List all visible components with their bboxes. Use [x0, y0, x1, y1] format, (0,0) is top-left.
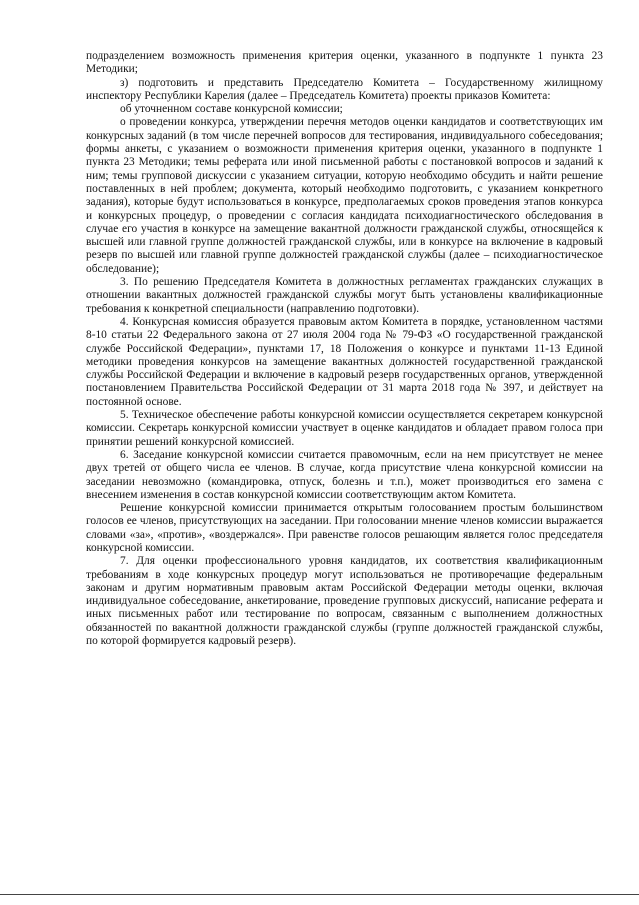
- paragraph: 3. По решению Председателя Комитета в должностных регламентах гражданских служащих в отношении вакантных должностей гражданской службы могут быть установлены квалификационные требования к конкретной специальности (направлению подготовки).: [86, 276, 603, 315]
- paragraph: подразделением возможность применения критерия оценки, указанного в подпункте 1 пункта 23 Методики;: [86, 50, 603, 76]
- document-body: [86, 50, 603, 648]
- paragraph: з) подготовить и представить Председателю Комитета – Государственному жилищному инспектору Республики Карелия (далее – Председатель Комитета) проекты приказов Комитета:: [86, 76, 603, 102]
- paragraph: Решение конкурсной комиссии принимается открытым голосованием простым большинством голосов ее членов, присутствующих на заседании. При голосовании мнение членов комиссии выражается словами «за», «против», «воздержался». При равенстве голосов решающим является голос председателя конкурсной комиссии.: [86, 502, 603, 554]
- paragraph: о проведении конкурса, утверждении перечня методов оценки кандидатов и соответствующих им конкурсных заданий (в том числе перечней вопросов для тестирования, индивидуального собеседования; формы анкеты, с указанием о возможности применения критерия оценки, указанного в подпункте 1 пункта 23 Методики; темы реферата или иной письменной работы с постановкой вопросов и заданий к ним; темы групповой дискуссии с указанием ситуации, которую необходимо обсудить и найти решение поставленных в ней проблем; документа, который необходимо подготовить, с указанием конкретного задания), которые будут использоваться в конкурсе, предполагаемых сроков проведения этапов конкурса и конкурсных процедур, о проведении с согласия кандидата психодиагностического обследования в случае его участия в конкурсе на замещение вакантной должности гражданской службы, относящейся к высшей или главной группе должностей гражданской службы, или в конкурсе на включение в кадровый резерв по высшей или главной группе должностей гражданской службы (далее – психодиагностическое обследование);: [86, 116, 603, 275]
- paragraph: 6. Заседание конкурсной комиссии считается правомочным, если на нем присутствует не менее двух третей от общего числа ее членов. В случае, когда присутствие члена конкурсной комиссии на заседании невозможно (командировка, отпуск, болезнь и т.п.), может производиться его замена с внесением изменения в состав конкурсной комиссии соответствующим актом Комитета.: [86, 448, 603, 501]
- paragraph: 4. Конкурсная комиссия образуется правовым актом Комитета в порядке, установленном частями 8-10 статьи 22 Федерального закона от 27 июля 2004 года № 79-ФЗ «О государственной гражданской службе Российской Федерации», пунктами 17, 18 Положения о конкурсе и пунктами 11-13 Единой методики проведения конкурсов на замещение вакантных должностей государственной гражданской службы Российской Федерации и включение в кадровый резерв государственных органов, утвержденной постановлением Правительства Российской Федерации от 31 марта 2018 года № 397, и действует на постоянной основе.: [86, 315, 603, 408]
- paragraph: 7. Для оценки профессионального уровня кандидатов, их соответствия квалификационным требованиям в ходе конкурсных процедур могут использоваться не противоречащие федеральным законам и другим нормативным правовым актам Российской Федерации методы оценки, включая индивидуальное собеседование, анкетирование, проведение групповых дискуссий, написание реферата и иных письменных работ или тестирование по вопросам, связанным с выполнением должностных обязанностей по вакантной должности гражданской службы (группе должностей гражданской службы, по которой формируется кадровый резерв).: [86, 555, 603, 648]
- paragraph: об уточненном составе конкурсной комиссии;: [120, 103, 343, 116]
- paragraph: 5. Техническое обеспечение работы конкурсной комиссии осуществляется секретарем конкурсной комиссии. Секретарь конкурсной комиссии участвует в оценке кандидатов и обладает правом голоса при принятии решений конкурсной комиссией.: [86, 409, 603, 448]
- page-bottom-divider: [0, 894, 639, 895]
